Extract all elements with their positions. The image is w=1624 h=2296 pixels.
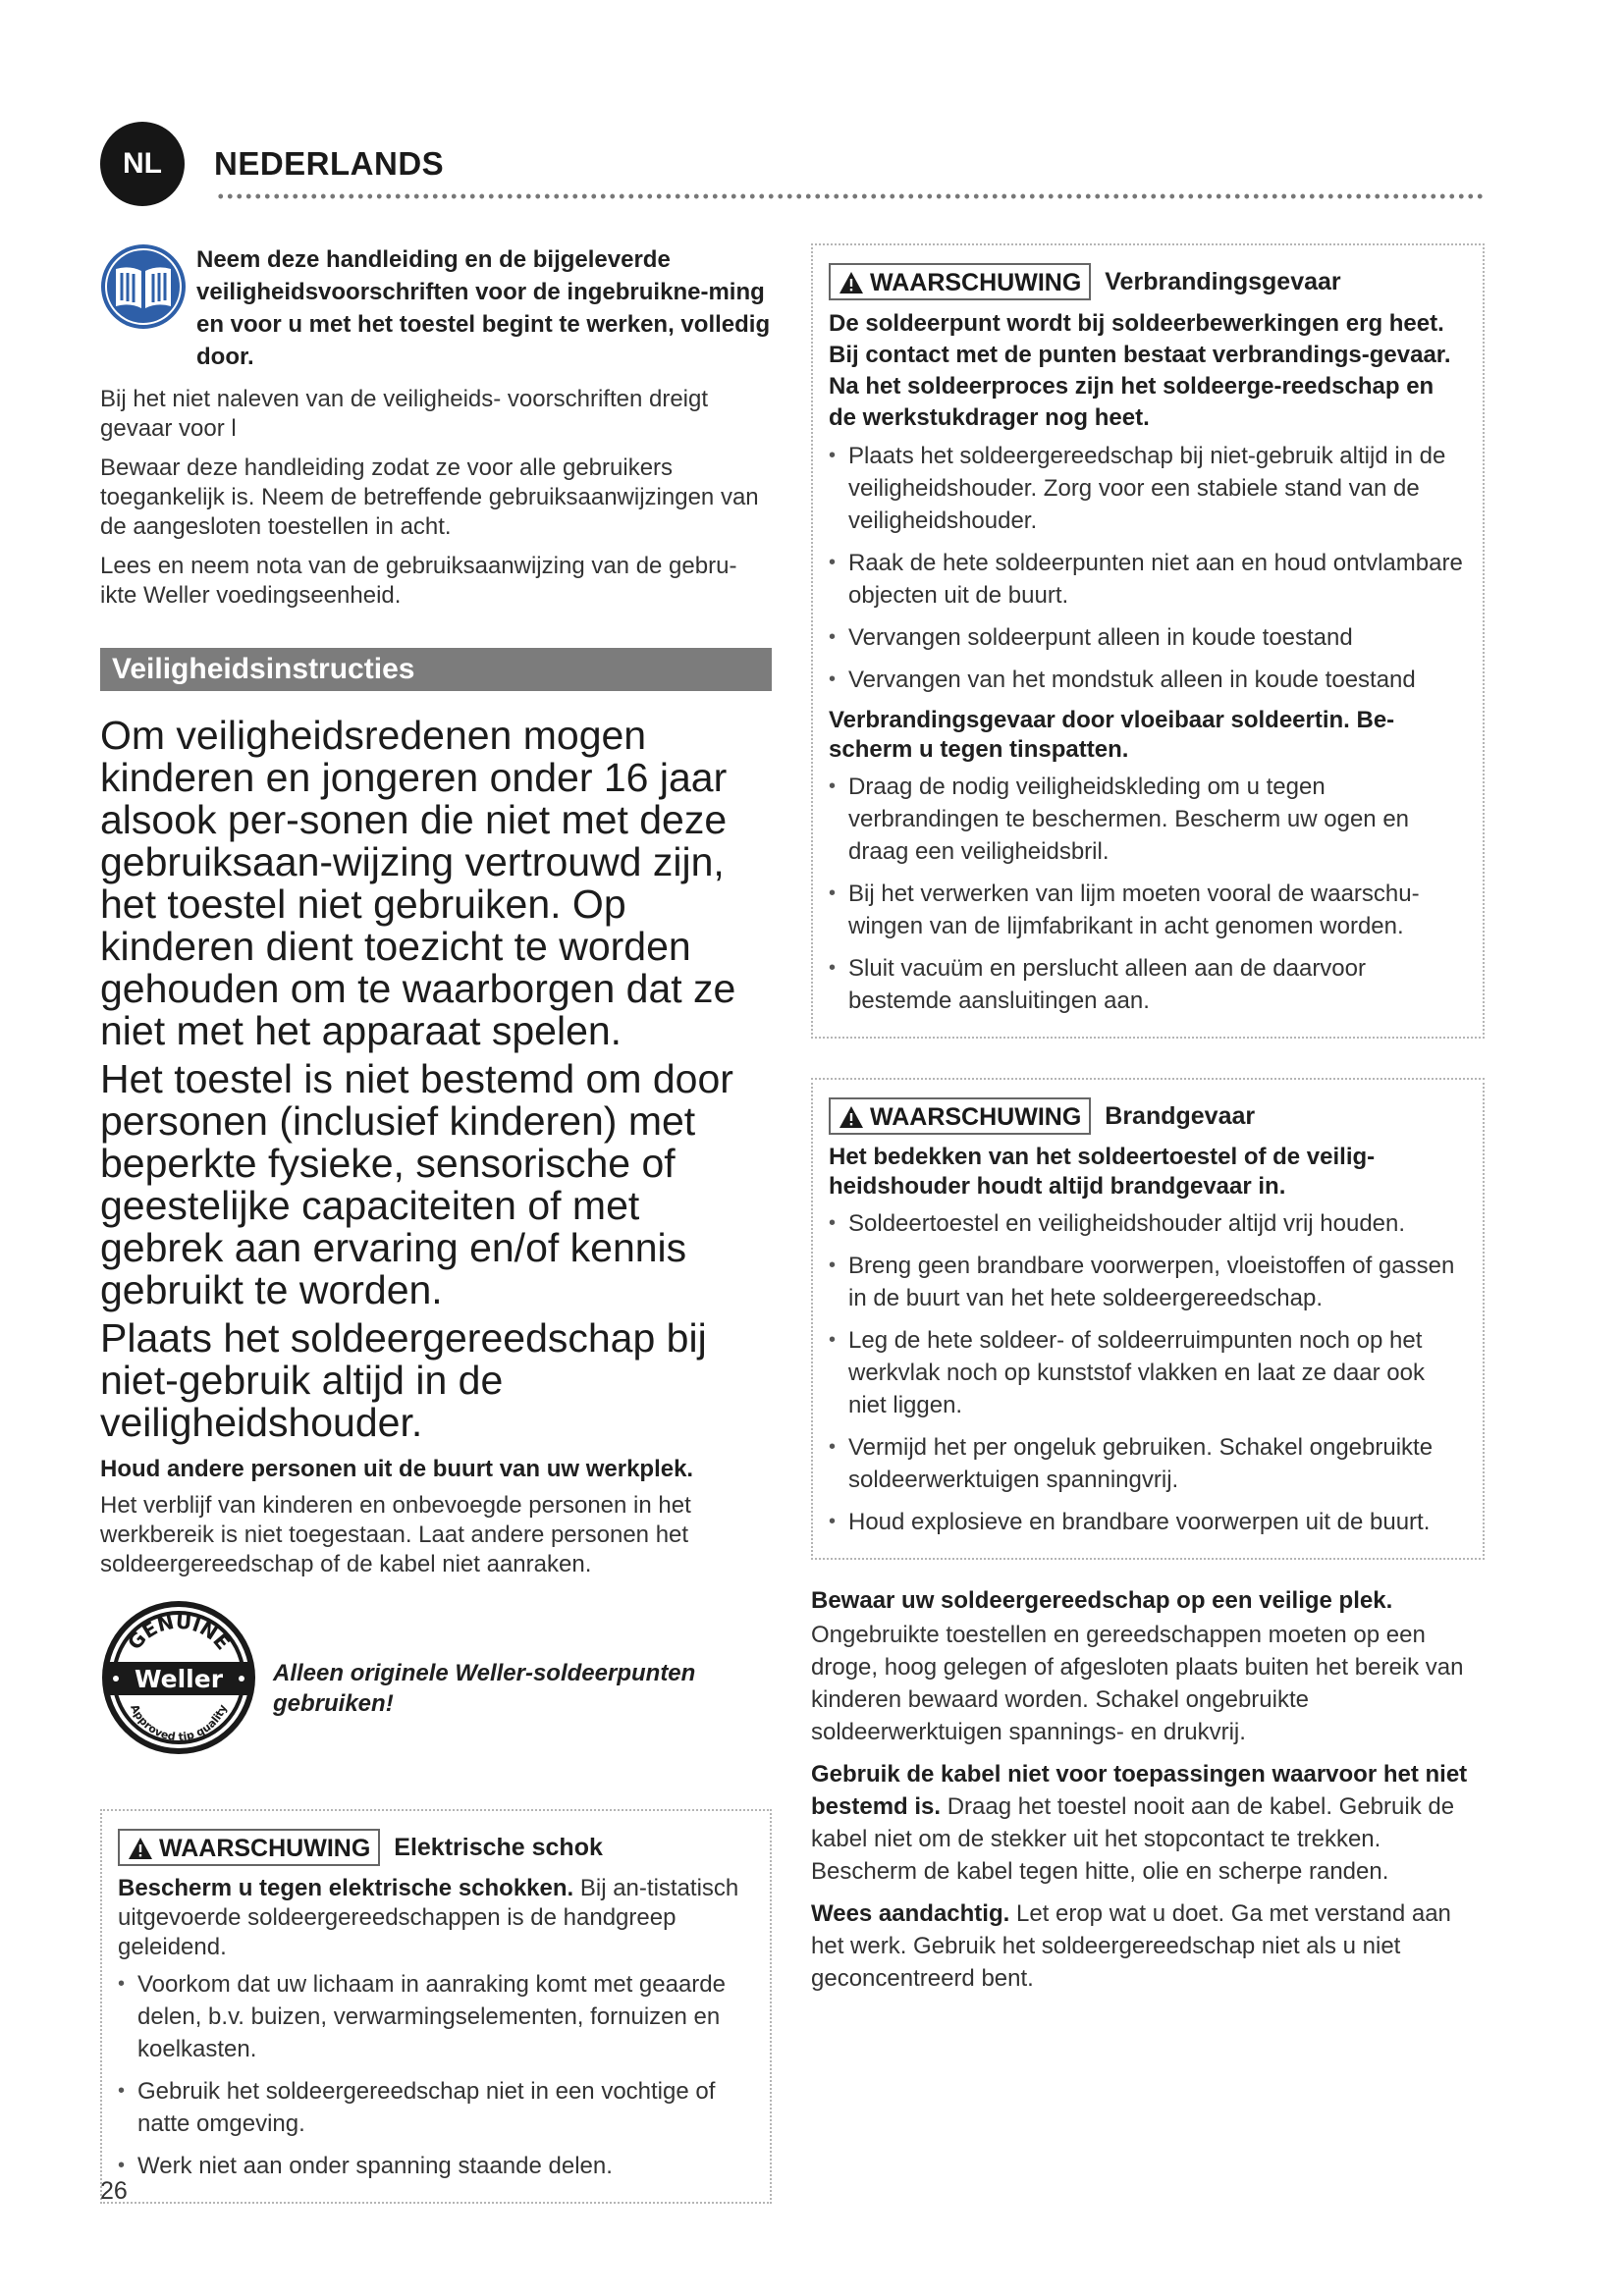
language-title: NEDERLANDS <box>214 145 445 182</box>
list-item: • Leg de hete soldeer- of soldeerruimpunten noch op het werkvlak noch op kunststof vlakken en laat ze daar ook niet liggen. <box>829 1324 1467 1421</box>
warning-burn <box>811 243 1485 1039</box>
fire-list <box>829 1207 1467 1538</box>
list-item: • Soldeertoestel en veiligheidshouder altijd vrij houden. <box>829 1207 1467 1240</box>
manual-book-icon <box>100 243 187 330</box>
page-number: 26 <box>100 2177 128 2205</box>
warning-kind: Brandgevaar <box>1105 1101 1256 1130</box>
warning-fire <box>811 1078 1485 1560</box>
badge-bottom-text: Approved tip quality <box>128 1702 230 1744</box>
warning-kind: Verbrandingsgevaar <box>1105 267 1341 295</box>
children-warning: Om veiligheidsredenen mogen kinderen en jongeren onder 16 jaar alsook per-sonen die niet met deze gebruiksaan-wijzing vertrouwd zijn, het toestel niet gebruiken. Op kinderen dient toezicht te worden gehouden om te waarborgen dat ze niet met het apparaat spelen. <box>100 713 736 1053</box>
warning-triangle-icon <box>839 1105 864 1129</box>
storage-paragraph: Ongebruikte toestellen en gereedschappen moeten op een droge, hoog gelegen of afgesloten plaats buiten het bereik van kinderen bewaard worden. Schakel ongebruikte soldeerwerktuigen spannings- en drukvrij. <box>811 1622 1464 1745</box>
cable-paragraph: Gebruik de kabel niet voor toepassingen waarvoor het niet bestemd is. Draag het toestel nooit aan de kabel. Gebruik de kabel niet om de stekker uit het stopcontact te trekken. Bescherm de kabel tegen hitte, olie en scherpe randen. <box>811 1761 1468 1885</box>
warning-label: WAARSCHUWING <box>829 1097 1091 1135</box>
intro-paragraph-2: Bewaar deze handleiding zodat ze voor alle gebruikers toegankelijk is. Neem de betreffende gebruiksaanwijzingen van de aangesloten toestellen in acht. <box>100 454 759 540</box>
list-item: • Voorkom dat uw lichaam in aanraking komt met geaarde delen, b.v. buizen, verwarmingselementen, fornuizen en koelkasten. <box>118 1968 754 2065</box>
burn-list-2 <box>829 771 1467 1017</box>
warning-label: WAARSCHUWING <box>118 1829 380 1866</box>
intro-block <box>100 243 772 373</box>
list-item: • Breng geen brandbare voorwerpen, vloeistoffen of gassen in de buurt van het hete soldeergereedschap. <box>829 1250 1467 1314</box>
badge-top-text: GENUINE <box>122 1609 236 1655</box>
workplace-paragraph: Het verblijf van kinderen en onbevoegde personen in het werkbereik is niet toegestaan. Laat andere personen het soldeergereedschap of de kabel niet aanraken. <box>100 1492 691 1577</box>
right-column <box>811 243 1485 2004</box>
storage-heading: Bewaar uw soldeergereedschap op een veilige plek. <box>811 1587 1393 1614</box>
warning-triangle-icon <box>839 271 864 294</box>
solder-spatter-heading: Verbrandingsgevaar door vloeibaar soldeertin. Be-scherm u tegen tinspatten. <box>829 707 1395 763</box>
dotted-divider <box>216 192 1485 200</box>
intro-paragraph-1: Bij het niet naleven van de veiligheids- voorschriften dreigt gevaar voor l <box>100 386 709 442</box>
warning-electric-shock <box>100 1809 772 2204</box>
attention-paragraph: Wees aandachtig. Let erop wat u doet. Ga met verstand aan het werk. Gebruik het soldeergereedschap niet als u niet geconcentreerd bent. <box>811 1900 1451 1992</box>
list-item: • Werk niet aan onder spanning staande delen. <box>118 2150 754 2182</box>
warning-label: WAARSCHUWING <box>829 263 1091 300</box>
warning-triangle-icon <box>128 1837 153 1860</box>
electric-lead: Bescherm u tegen elektrische schokken. Bij an-tistatisch uitgevoerde soldeergereedschappen is de handgreep geleidend. <box>118 1875 739 1960</box>
left-column <box>100 243 772 2204</box>
list-item: • Gebruik het soldeergereedschap niet in een vochtige of natte omgeving. <box>118 2075 754 2140</box>
burn-lead: De soldeerpunt wordt bij soldeerbewerkingen erg heet. Bij contact met de punten bestaat verbrandings-gevaar. Na het soldeerproces zijn het soldeerge-reedschap en de werkstukdrager nog heet. <box>829 310 1451 431</box>
section-heading: Veiligheidsinstructies <box>100 648 772 691</box>
intro-bold-text: Neem deze handleiding en de bijgeleverde veiligheidsvoorschriften voor de ingebruikne-ming en voor u met het toestel begint te werken, volledig door. <box>196 246 771 370</box>
fire-lead: Het bedekken van het soldeertoestel of de veilig-heidshouder houdt altijd brandgevaar in. <box>829 1144 1376 1200</box>
burn-list <box>829 440 1467 696</box>
holder-instruction: Plaats het soldeergereedschap bij niet-gebruik altijd in de veiligheidshouder. <box>100 1315 707 1445</box>
list-item: • Vervangen soldeerpunt alleen in koude toestand <box>829 621 1467 654</box>
capacity-warning: Het toestel is niet bestemd om door personen (inclusief kinderen) met beperkte fysieke, sensorische of geestelijke capaciteiten of met gebrek aan ervaring en/of kennis gebruikt te worden. <box>100 1056 733 1312</box>
warning-header <box>118 1829 754 1866</box>
warning-kind: Elektrische schok <box>394 1833 603 1861</box>
list-item: • Sluit vacuüm en perslucht alleen aan de daarvoor bestemde aansluitingen aan. <box>829 952 1467 1017</box>
intro-paragraph-3: Lees en neem nota van de gebruiksaanwijzing van de gebru-ikte Weller voedingseenheid. <box>100 553 737 609</box>
genuine-tips-text: Alleen originele Weller-soldeerpunten gebruiken! <box>273 1660 696 1717</box>
genuine-tips-note <box>100 1599 772 1756</box>
language-code: NL <box>123 147 162 180</box>
workplace-heading: Houd andere personen uit de buurt van uw werkplek. <box>100 1456 694 1482</box>
list-item: • Houd explosieve en brandbare voorwerpen uit de buurt. <box>829 1506 1467 1538</box>
electric-list <box>118 1968 754 2182</box>
badge-brand-text: Weller <box>134 1665 224 1693</box>
list-item: • Vervangen van het mondstuk alleen in koude toestand <box>829 664 1467 696</box>
list-item: • Bij het verwerken van lijm moeten vooral de waarschu-wingen van de lijmfabrikant in acht genomen worden. <box>829 878 1467 942</box>
weller-genuine-badge-icon <box>100 1599 257 1756</box>
list-item: • Raak de hete soldeerpunten niet aan en houd ontvlambare objecten uit de buurt. <box>829 547 1467 612</box>
list-item: • Vermijd het per ongeluk gebruiken. Schakel ongebruikte soldeerwerktuigen spanningvrij. <box>829 1431 1467 1496</box>
language-badge <box>100 122 185 206</box>
warning-header <box>829 1097 1467 1135</box>
list-item: • Draag de nodig veiligheidskleding om u tegen verbrandingen te beschermen. Bescherm uw ogen en draag een veiligheidsbril. <box>829 771 1467 868</box>
warning-header <box>829 263 1467 300</box>
list-item: • Plaats het soldeergereedschap bij niet-gebruik altijd in de veiligheidshouder. Zorg voor een stabiele stand van de veiligheidshouder. <box>829 440 1467 537</box>
